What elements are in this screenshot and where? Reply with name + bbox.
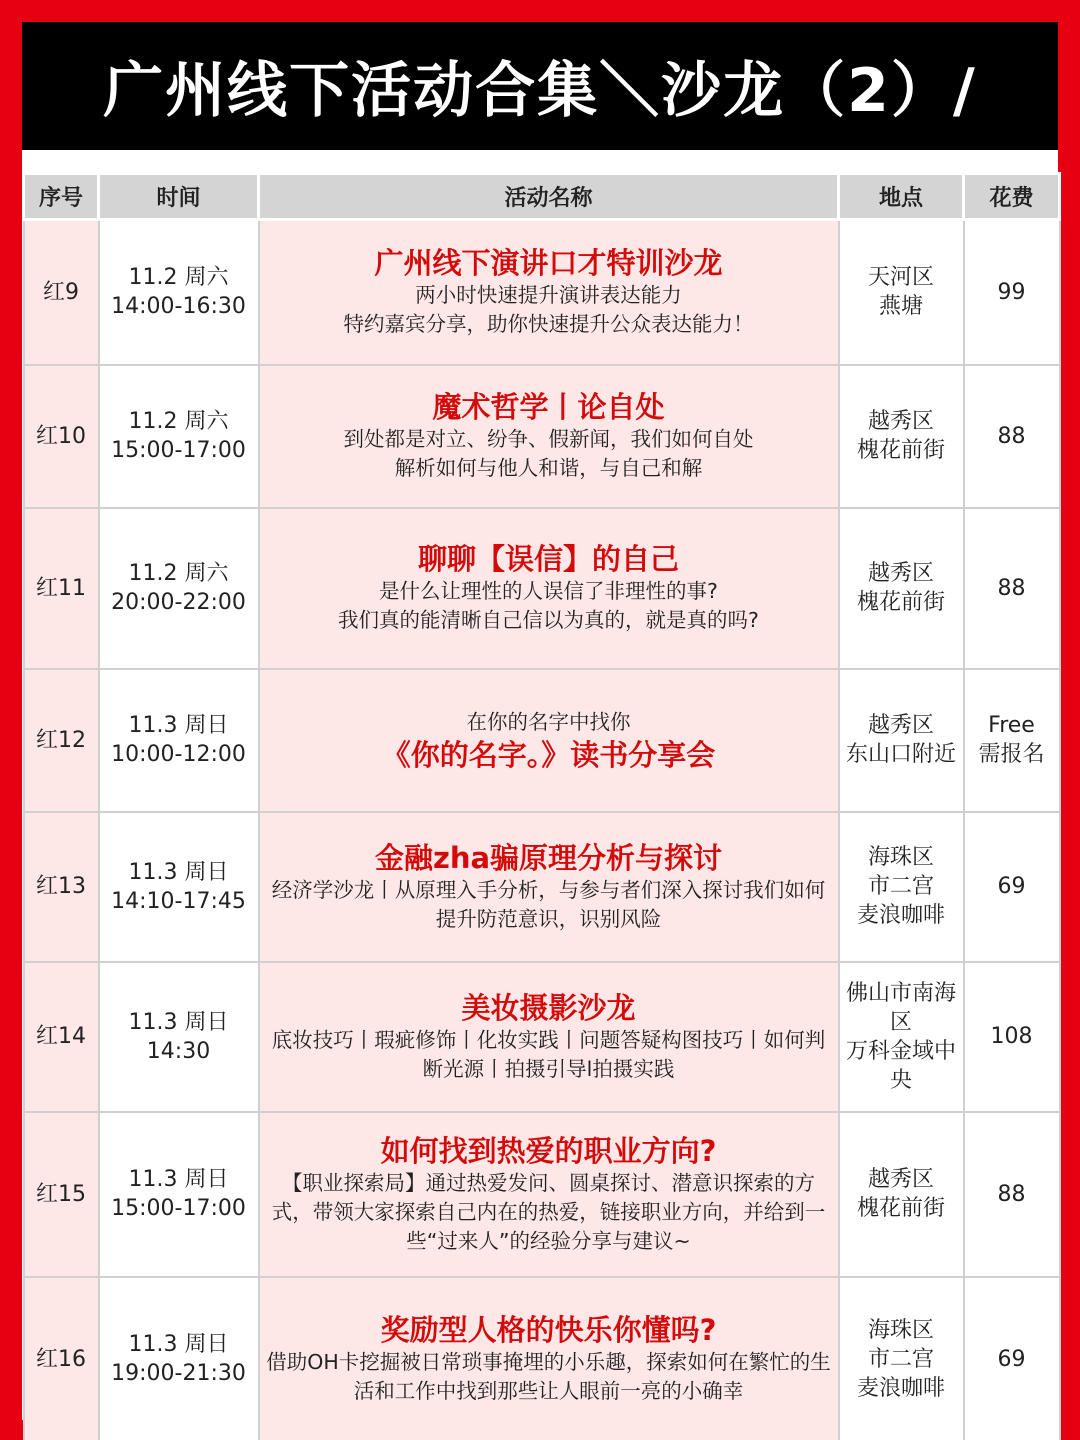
table-row: [24, 365, 1060, 508]
row-time: [99, 508, 259, 669]
row-fee: [964, 1277, 1060, 1440]
row-time: [99, 365, 259, 508]
row-place: [839, 220, 964, 365]
place-line: 万科金域中央: [845, 1038, 956, 1093]
place-line: 槐花前街: [856, 590, 945, 615]
row-fee: [964, 962, 1060, 1112]
table-row: [24, 220, 1060, 365]
activity-description: 底妆技巧丨瑕疵修饰丨化妆实践丨问题答疑构图技巧丨如何判断光源丨拍摄引导l拍摄实践: [271, 1027, 826, 1081]
title-banner: [22, 22, 1058, 150]
event-table: [22, 172, 1061, 1440]
row-time: [99, 1277, 259, 1440]
place-line: 槐花前街: [856, 438, 945, 463]
activity-line: 解析如何与他人和谐，与自己和解: [394, 456, 703, 480]
row-fee: [964, 669, 1060, 812]
table-row: [24, 1112, 1060, 1277]
row-fee: [964, 508, 1060, 669]
fee-text: 69: [997, 874, 1026, 899]
table-header-row: [24, 174, 1060, 220]
activity-line: 特约嘉宾分享，助你快速提升公众表达能力！: [343, 312, 754, 337]
activity-line: 到处都是对立、纷争、假新闻，我们如何自处: [343, 427, 754, 451]
place-line: 越秀区: [867, 409, 934, 434]
row-time-text: 19:00-21:30: [111, 1361, 246, 1386]
row-time: [99, 812, 259, 962]
poster-frame: [22, 22, 1058, 1420]
place-line: 麦浪咖啡: [856, 1375, 945, 1401]
place-line: 越秀区: [867, 1167, 934, 1192]
place-line: 越秀区: [867, 561, 934, 586]
activity-title: 聊聊【误信】的自己: [417, 542, 679, 576]
row-fee: [964, 812, 1060, 962]
header-place: 地点: [839, 174, 964, 220]
activity-description: 经济学沙龙丨从原理入手分析，与参与者们深入探讨我们如何提升防范意识，识别风险: [271, 877, 826, 931]
row-fee: [964, 1112, 1060, 1277]
row-time-text: 14:30: [146, 1038, 211, 1064]
place-line: 海珠区: [867, 1317, 934, 1343]
row-activity: [259, 962, 839, 1112]
header-name: 活动名称: [259, 174, 839, 220]
fee-note: 需报名: [978, 742, 1045, 767]
row-number: 红12: [24, 669, 99, 812]
row-date-text: 11.3 周日: [128, 859, 229, 885]
row-activity: [259, 669, 839, 812]
activity-title: 美妆摄影沙龙: [461, 990, 636, 1025]
activity-title: 魔术哲学丨论自处: [432, 390, 665, 424]
row-time-text: 15:00-17:00: [111, 438, 246, 463]
row-number: 红16: [24, 1277, 99, 1440]
row-number: 红10: [24, 365, 99, 508]
row-time-text: 20:00-22:00: [111, 590, 246, 615]
table-row: [24, 962, 1060, 1112]
row-activity: [259, 365, 839, 508]
row-time-text: 14:10-17:45: [111, 888, 246, 914]
row-fee: [964, 365, 1060, 508]
row-place: [839, 1112, 964, 1277]
fee-text: 88: [997, 423, 1026, 449]
row-date-text: 11.3 周日: [128, 1009, 229, 1035]
place-line: 海珠区: [867, 845, 934, 870]
fee-text: 88: [997, 1181, 1026, 1207]
place-line: 天河区: [867, 265, 934, 291]
row-activity: [259, 1277, 839, 1440]
page-title: 广州线下活动合集＼沙龙（2）/: [103, 56, 977, 126]
activity-title: 广州线下演讲口才特训沙龙: [374, 246, 723, 281]
row-place: [839, 508, 964, 669]
row-date-text: 11.3 周日: [128, 1332, 229, 1357]
row-number: 红14: [24, 962, 99, 1112]
table-row: [24, 508, 1060, 669]
row-place: [839, 962, 964, 1112]
row-date-text: 11.2 周六: [128, 409, 229, 434]
fee-text: 99: [997, 279, 1026, 305]
table-row: [24, 669, 1060, 812]
activity-title: 《你的名字。》读书分享会: [381, 737, 716, 772]
fee-text: 88: [997, 575, 1026, 601]
row-activity: [259, 508, 839, 669]
table-row: [24, 1277, 1060, 1440]
row-number: 红13: [24, 812, 99, 962]
place-line: 燕塘: [878, 294, 923, 320]
row-date-text: 11.2 周六: [128, 561, 229, 586]
row-activity: [259, 1112, 839, 1277]
row-number: 红9: [24, 220, 99, 365]
header-fee: 花费: [964, 174, 1060, 220]
row-place: [839, 812, 964, 962]
row-time-text: 14:00-16:30: [111, 294, 246, 320]
place-line: 越秀区: [867, 713, 934, 738]
header-time: 时间: [99, 174, 259, 220]
row-activity: [259, 220, 839, 365]
row-number: 红11: [24, 508, 99, 669]
header-no: 序号: [24, 174, 99, 220]
activity-title: 如何找到热爱的职业方向?: [380, 1133, 717, 1168]
activity-line: 是什么让理性的人误信了非理性的事?: [379, 579, 718, 603]
row-date-text: 11.2 周六: [128, 265, 229, 291]
row-time: [99, 962, 259, 1112]
row-time: [99, 669, 259, 812]
row-date-text: 11.3 周日: [128, 1167, 229, 1192]
place-line: 佛山市南海区: [845, 980, 956, 1035]
fee-text: Free: [988, 713, 1035, 738]
row-date-text: 11.3 周日: [128, 713, 229, 738]
activity-intro: 在你的名字中找你: [466, 709, 631, 734]
row-time: [99, 1112, 259, 1277]
row-time: [99, 220, 259, 365]
row-time-text: 15:00-17:00: [111, 1196, 246, 1221]
row-place: [839, 669, 964, 812]
row-number: 红15: [24, 1112, 99, 1277]
row-fee: [964, 220, 1060, 365]
table-row: [24, 812, 1060, 962]
row-place: [839, 1277, 964, 1440]
activity-title: 金融zha骗原理分析与探讨: [374, 840, 723, 875]
row-place: [839, 365, 964, 508]
activity-description: 借助OH卡挖掘被日常琐事掩埋的小乐趣，探索如何在繁忙的生活和工作中找到那些让人眼前一亮的小确幸: [266, 1350, 831, 1403]
row-time-text: 10:00-12:00: [111, 742, 246, 767]
place-line: 东山口附近: [845, 742, 956, 767]
activity-description: 【职业探索局】通过热爱发问、圆桌探讨、潜意识探索的方式，带领大家探索自己内在的热爱，链接职业方向，并给到一些“过来人”的经验分享与建议~: [271, 1170, 826, 1253]
fee-text: 108: [990, 1024, 1033, 1049]
activity-title: 奖励型人格的快乐你懂吗?: [380, 1313, 717, 1347]
activity-line: 我们真的能清晰自己信以为真的，就是真的吗?: [338, 608, 759, 632]
activity-line: 两小时快速提升演讲表达能力: [415, 283, 682, 308]
place-line: 麦浪咖啡: [856, 903, 945, 928]
place-line: 市二宫: [867, 874, 934, 899]
row-activity: [259, 812, 839, 962]
fee-text: 69: [997, 1346, 1026, 1372]
place-line: 市二宫: [867, 1346, 934, 1372]
place-line: 槐花前街: [856, 1196, 945, 1221]
